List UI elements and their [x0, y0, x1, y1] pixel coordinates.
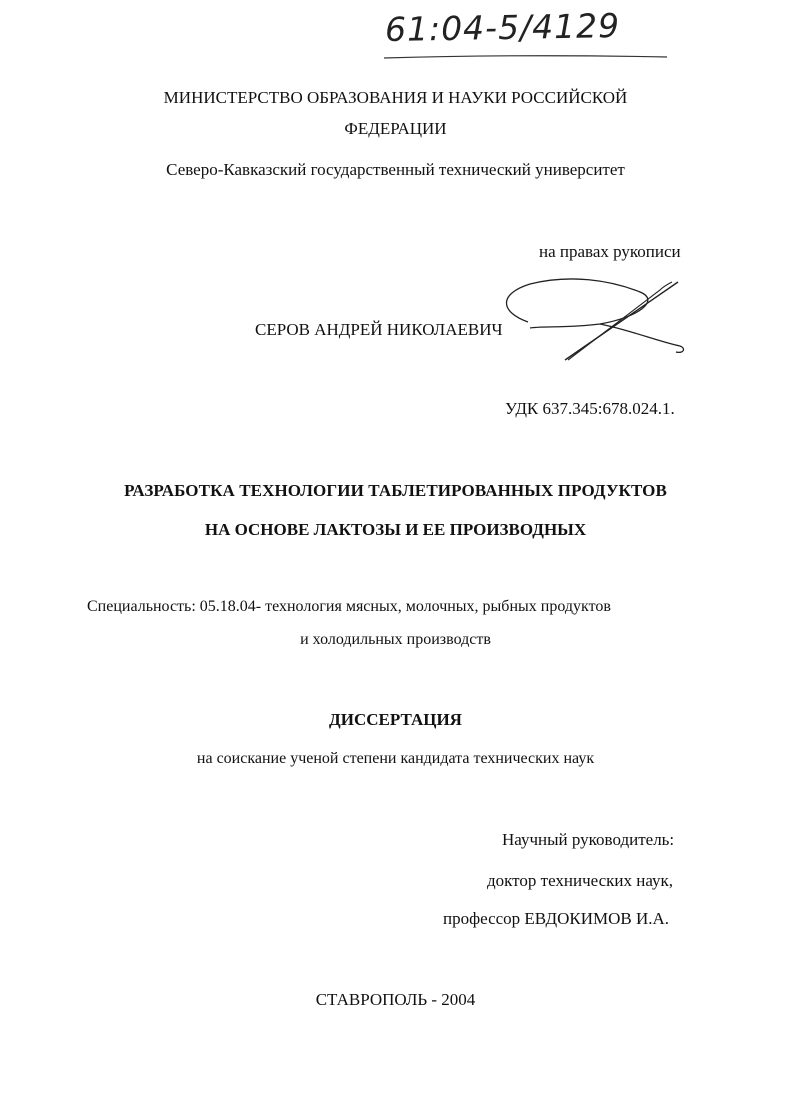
supervisor-degree: доктор технических наук, — [487, 871, 674, 890]
author-name: СЕРОВ АНДРЕЙ НИКОЛАЕВИЧ — [255, 320, 503, 339]
specialty-line2: и холодильных производств — [300, 631, 491, 648]
degree-statement: на соискание ученой степени кандидата технических наук — [196, 750, 595, 767]
specialty-line1: Специальность: 05.18.04- технология мясных, молочных, рыбных продуктов — [87, 598, 611, 615]
city-year: СТАВРОПОЛЬ - 2004 — [315, 990, 476, 1009]
udc-code: УДК 637.345:678.024.1. — [505, 399, 675, 418]
archive-stamp: 61:04-5/4129 — [384, 5, 621, 50]
supervisor-name: профессор ЕВДОКИМОВ И.А. — [443, 909, 670, 928]
ministry-heading-line2: ФЕДЕРАЦИИ — [344, 119, 447, 138]
manuscript-note: на правах рукописи — [539, 242, 681, 261]
dissertation-title-line2: НА ОСНОВЕ ЛАКТОЗЫ И ЕЕ ПРОИЗВОДНЫХ — [204, 520, 587, 539]
author-signature — [490, 272, 690, 367]
supervisor-label: Научный руководитель: — [502, 830, 675, 849]
archive-stamp-underline — [382, 52, 672, 62]
university-name: Северо-Кавказский государственный технический университет — [166, 160, 625, 179]
document-type: ДИССЕРТАЦИЯ — [329, 710, 462, 729]
dissertation-title-line1: РАЗРАБОТКА ТЕХНОЛОГИИ ТАБЛЕТИРОВАННЫХ ПРОДУКТОВ — [124, 481, 667, 500]
ministry-heading-line1: МИНИСТЕРСТВО ОБРАЗОВАНИЯ И НАУКИ РОССИЙСКОЙ — [163, 88, 628, 107]
